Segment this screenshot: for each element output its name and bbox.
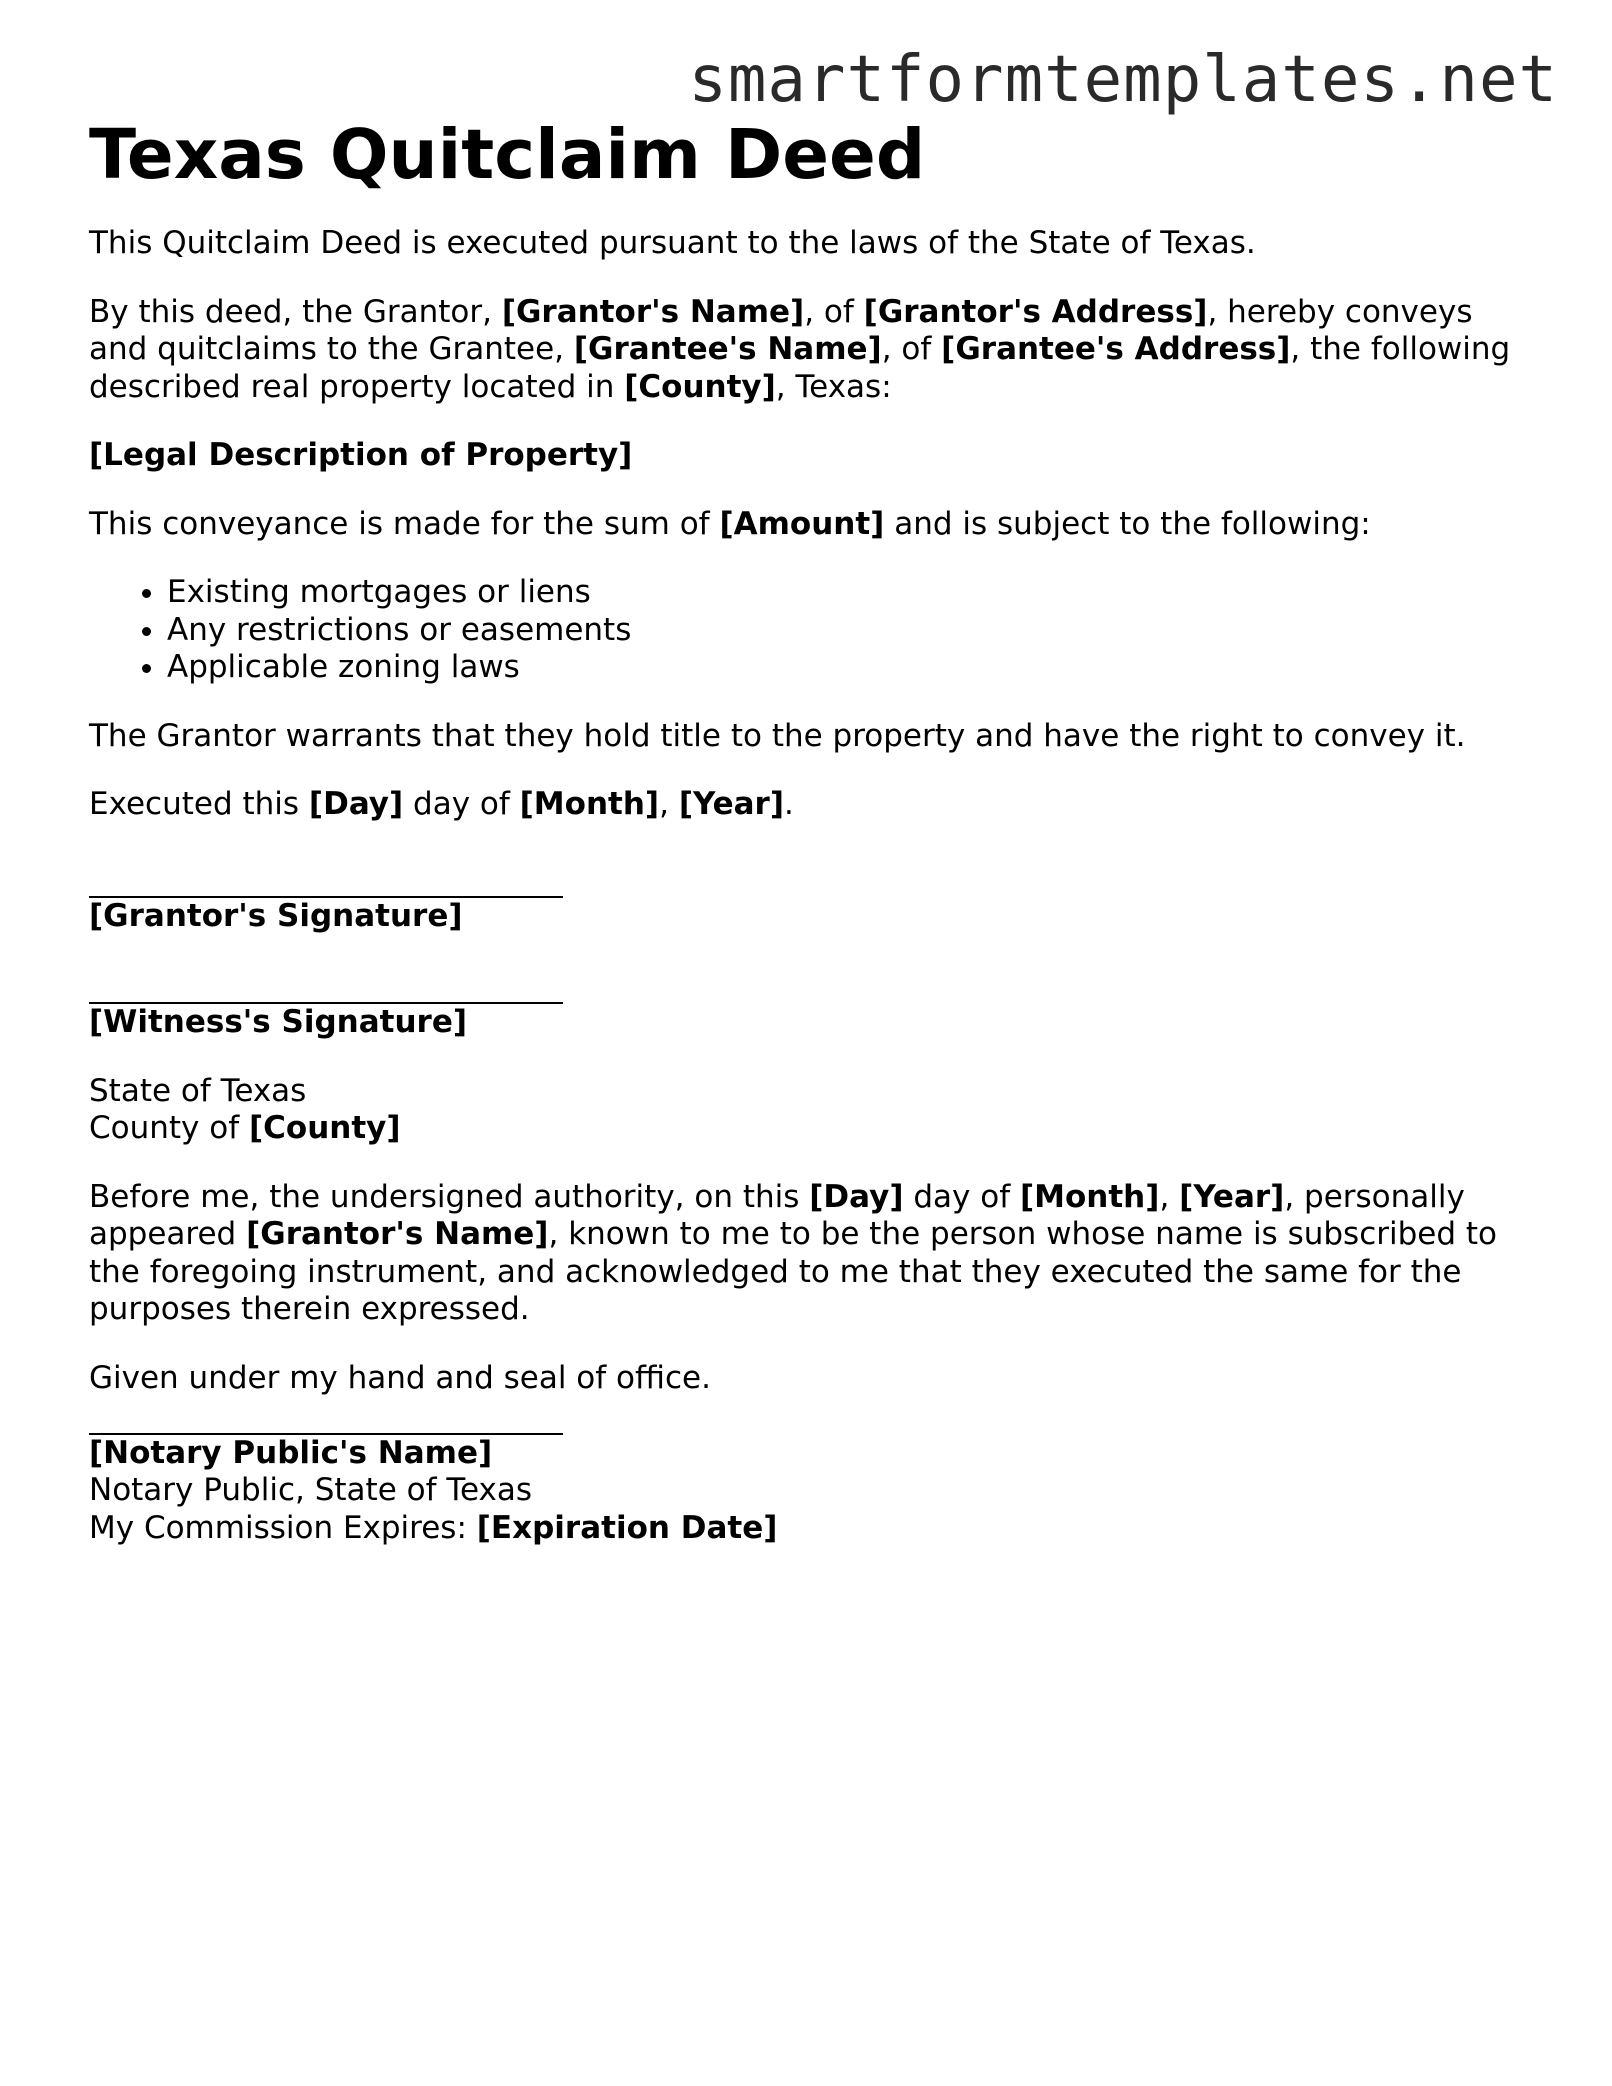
consideration-paragraph	[89, 506, 1529, 544]
executed-text: .	[783, 786, 794, 823]
page-title: Texas Quitclaim Deed	[89, 115, 926, 195]
acknowledgment-text: ,	[1159, 1178, 1180, 1215]
year-field: [Year]	[678, 786, 784, 823]
executed-paragraph	[89, 786, 1529, 824]
month-field: [Month]	[519, 786, 660, 823]
acknowledgment-paragraph	[89, 1179, 1529, 1329]
conditions-list	[89, 574, 1529, 687]
signature-line	[89, 1397, 563, 1435]
grantor-address-field: [Grantor's Address]	[863, 293, 1208, 330]
notary-title: Notary Public, State of Texas	[89, 1472, 533, 1509]
venue-county-field: [County]	[249, 1110, 401, 1147]
day-field: [Day]	[809, 1178, 904, 1215]
consideration-text: This conveyance is made for the sum of	[89, 505, 720, 542]
executed-text: day of	[403, 786, 520, 823]
legal-description-field	[89, 437, 1529, 475]
warranty-paragraph: The Grantor warrants that they hold title to the property and have the right to convey it.	[89, 717, 1466, 754]
notary-name-label: [Notary Public's Name]	[89, 1434, 493, 1471]
grantor-name-field: [Grantor's Name]	[246, 1216, 549, 1253]
venue-block	[89, 1073, 1529, 1148]
conveyance-text: , hereby conveys and quitclaims to the Grantee,	[89, 293, 1473, 368]
county-field: [County]	[624, 368, 776, 405]
list-item: • Any restrictions or easements	[167, 612, 1529, 650]
grantor-signature-label: [Grantor's Signature]	[89, 898, 463, 935]
document-body	[89, 116, 1529, 1578]
executed-text: Executed this	[89, 786, 309, 823]
executed-text: ,	[659, 786, 679, 823]
conveyance-text: , of	[804, 293, 864, 330]
signature-line	[89, 967, 563, 1005]
given-paragraph: Given under my hand and seal of office.	[89, 1359, 711, 1396]
day-field: [Day]	[308, 786, 404, 823]
conveyance-text: By this deed, the Grantor,	[89, 293, 502, 330]
expiration-date-field: [Expiration Date]	[476, 1509, 778, 1546]
acknowledgment-text: Before me, the undersigned authority, on this	[89, 1178, 810, 1215]
grantee-address-field: [Grantee's Address]	[941, 331, 1291, 368]
amount-field: [Amount]	[719, 505, 885, 542]
conveyance-paragraph	[89, 294, 1529, 407]
acknowledgment-text: day of	[903, 1178, 1020, 1215]
conveyance-text: , Texas:	[775, 368, 892, 405]
witness-signature-block	[89, 967, 1529, 1042]
venue-state: State of Texas	[89, 1072, 307, 1109]
venue-county-label: County of	[89, 1110, 249, 1147]
grantor-signature-block	[89, 861, 1529, 936]
grantee-name-field: [Grantee's Name]	[573, 331, 882, 368]
notary-commission: My Commission Expires: [Expiration Date]	[89, 1509, 778, 1546]
list-item: • Existing mortgages or liens	[167, 574, 1529, 612]
intro-paragraph: This Quitclaim Deed is executed pursuant to the laws of the State of Texas.	[89, 225, 1256, 262]
legal-description-label: [Legal Description of Property]	[89, 437, 633, 474]
notary-block	[89, 1397, 1529, 1547]
month-field: [Month]	[1019, 1178, 1160, 1215]
conveyance-text: , of	[881, 331, 942, 368]
list-item: • Applicable zoning laws	[167, 649, 1529, 687]
signature-line	[89, 861, 563, 899]
acknowledgment-text: , known to me to be the person whose name is subscribed to the foregoing instrument, and acknowledged to me that they executed the same for the purposes therein expressed.	[89, 1216, 1497, 1328]
conveyance-text: , the following described real property located in	[89, 331, 1511, 405]
year-field: [Year]	[1179, 1178, 1285, 1215]
site-watermark: smartformtemplates.net	[688, 43, 1558, 117]
consideration-text: and is subject to the following:	[884, 505, 1371, 542]
witness-signature-label: [Witness's Signature]	[89, 1004, 468, 1041]
grantor-name-field: [Grantor's Name]	[501, 293, 805, 330]
acknowledgment-text: , personally appeared	[89, 1178, 1465, 1253]
